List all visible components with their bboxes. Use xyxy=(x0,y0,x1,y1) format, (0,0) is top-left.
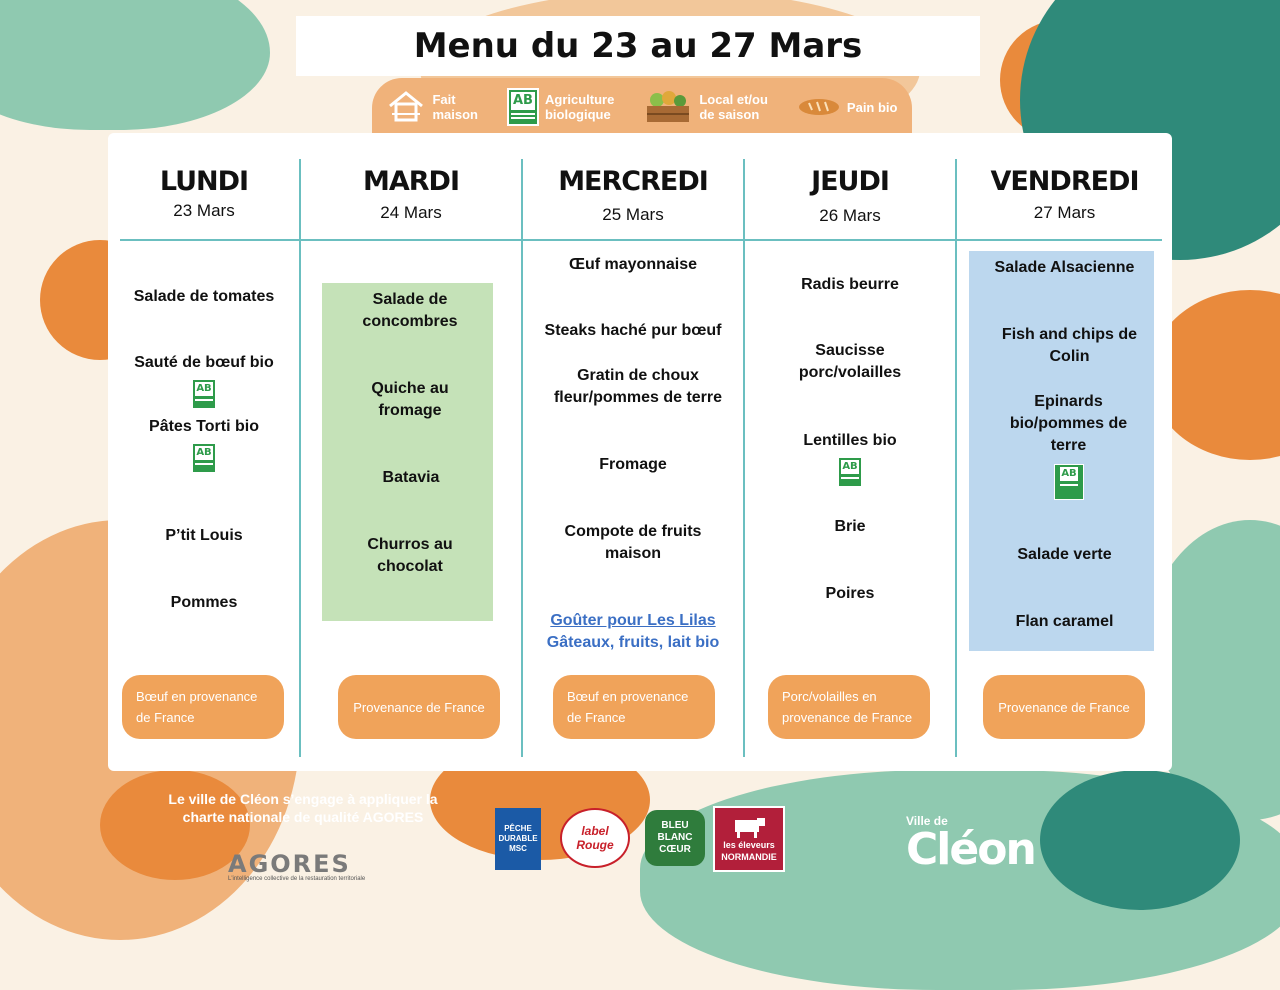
day-date: 24 Mars xyxy=(380,203,442,222)
dish-item: Quiche au fromage xyxy=(371,380,449,419)
origin-badge: Porc/volailles en provenance de France xyxy=(768,675,930,739)
ab-logo-text: AB xyxy=(511,92,535,110)
dish-item: Sauté de bœuf bio xyxy=(134,354,274,371)
dish-item: Batavia xyxy=(382,469,440,486)
day-column-jeudi xyxy=(745,133,955,771)
bbc-logo-l1: BLEU xyxy=(661,820,689,831)
eleveurs-logo-l1: les éleveurs xyxy=(723,840,775,850)
day-date: 23 Mars xyxy=(173,201,235,220)
bleu-blanc-coeur-logo xyxy=(645,810,705,866)
legend-local xyxy=(643,90,768,124)
day-date: 26 Mars xyxy=(819,206,881,225)
day-name: MERCREDI xyxy=(558,166,708,197)
cleon-ville-de: Ville de xyxy=(906,814,948,828)
dish-item: Salade verte xyxy=(1017,546,1112,563)
agores-tagline: L'intelligence collective de la restauration territoriale xyxy=(228,876,366,882)
ab-bio-icon xyxy=(507,88,539,126)
legend-fait-maison-l2: maison xyxy=(432,107,478,122)
dish-item: Œuf mayonnaise xyxy=(568,256,698,273)
bbc-logo-l2: BLANC xyxy=(657,832,693,843)
bg-blob-teal-topleft xyxy=(0,0,270,130)
dish-item: Brie xyxy=(834,518,866,535)
dish-item: Poires xyxy=(825,585,875,602)
dish-item: Pâtes Torti bio xyxy=(149,418,259,435)
vegetable-crate-icon xyxy=(643,90,693,124)
dish-item: Salade de tomates xyxy=(133,288,275,305)
page-title: Menu du 23 au 27 Mars xyxy=(413,26,863,66)
legend-bio-l1: Agriculture xyxy=(544,92,615,107)
cow-icon xyxy=(729,815,769,839)
dish-item: Pommes xyxy=(170,594,238,611)
legend-bar xyxy=(372,78,912,136)
legend-bio-l2: biologique xyxy=(544,107,611,122)
bbc-logo-l3: CŒUR xyxy=(659,844,691,855)
dish-item: Lentilles bio xyxy=(803,432,897,449)
dish-item: Epinards bio/pommes de terre xyxy=(1009,393,1128,454)
bread-icon xyxy=(797,95,841,119)
dish-item: Fish and chips de Colin xyxy=(1001,326,1138,365)
day-column-lundi xyxy=(108,133,300,771)
dish-item: Gratin de choux fleur/pommes de terre xyxy=(553,367,723,406)
bio-icon xyxy=(1054,464,1084,500)
day-column-mardi xyxy=(301,133,521,771)
msc-logo xyxy=(495,808,541,870)
gouter-items: Gâteaux, fruits, lait bio xyxy=(546,634,720,651)
legend-fait-maison xyxy=(386,90,478,124)
day-name: MARDI xyxy=(362,166,459,197)
agores-logo: AGORES xyxy=(228,850,351,878)
bg-blob-teal-bottomright2 xyxy=(1040,770,1240,910)
dish-item: Salade de concombres xyxy=(362,291,458,330)
origin-badge: Provenance de France xyxy=(983,675,1145,739)
day-column-vendredi xyxy=(957,133,1172,771)
day-column-mercredi xyxy=(523,133,743,771)
dish-item: Salade Alsacienne xyxy=(994,259,1135,276)
bio-icon xyxy=(192,379,216,409)
house-icon xyxy=(386,90,426,124)
ab-logo-text: AB xyxy=(842,461,858,472)
legend-local-l1: Local et/ou xyxy=(699,92,768,107)
origin-badge: Bœuf en provenance de France xyxy=(553,675,715,739)
menu-card xyxy=(108,133,1172,771)
day-name: LUNDI xyxy=(159,166,249,197)
bio-icon xyxy=(192,443,216,473)
ab-logo-text: AB xyxy=(196,383,212,394)
dish-item: Radis beurre xyxy=(801,276,899,293)
legend-pain xyxy=(797,95,898,119)
legend-fait-maison-l1: Fait xyxy=(432,92,456,107)
gouter-link[interactable]: Goûter pour Les Lilas xyxy=(550,612,716,629)
cleon-name: Cléon xyxy=(906,824,1035,875)
dish-item: Compote de fruits maison xyxy=(564,523,702,562)
eleveurs-normandie-logo xyxy=(713,806,785,872)
msc-logo-l3: MSC xyxy=(509,844,527,853)
day-name: VENDREDI xyxy=(990,166,1139,197)
bio-icon xyxy=(838,457,862,487)
agores-engagement-text: Le ville de Cléon s’engage à appliquer la charte nationale de qualité AGORES xyxy=(168,791,438,825)
day-date: 27 Mars xyxy=(1033,203,1096,222)
dish-item: Churros au chocolat xyxy=(367,536,453,575)
cleon-logo xyxy=(906,814,1035,875)
dish-item: P’tit Louis xyxy=(165,527,243,544)
title-banner xyxy=(296,16,980,76)
day-name: JEUDI xyxy=(811,166,889,197)
ab-logo-text: AB xyxy=(196,447,212,458)
dish-item: Steaks haché pur bœuf xyxy=(544,322,722,339)
dish-item: Flan caramel xyxy=(1015,613,1114,630)
label-rouge-text: label Rouge xyxy=(576,824,614,852)
legend-local-l2: de saison xyxy=(699,107,760,122)
origin-badge: Provenance de France xyxy=(338,675,500,739)
msc-logo-l1: PÊCHE xyxy=(504,824,532,833)
day-date: 25 Mars xyxy=(602,205,664,224)
label-rouge-logo xyxy=(560,808,630,868)
dish-item: Fromage xyxy=(599,456,667,473)
msc-logo-l2: DURABLE xyxy=(498,834,538,843)
legend-bio xyxy=(507,88,614,126)
eleveurs-logo-l2: NORMANDIE xyxy=(721,852,777,862)
dish-item: Saucisse porc/volailles xyxy=(798,342,902,381)
ab-logo-text: AB xyxy=(1061,468,1077,479)
origin-badge: Bœuf en provenance de France xyxy=(122,675,284,739)
legend-pain-label: Pain bio xyxy=(846,99,898,115)
